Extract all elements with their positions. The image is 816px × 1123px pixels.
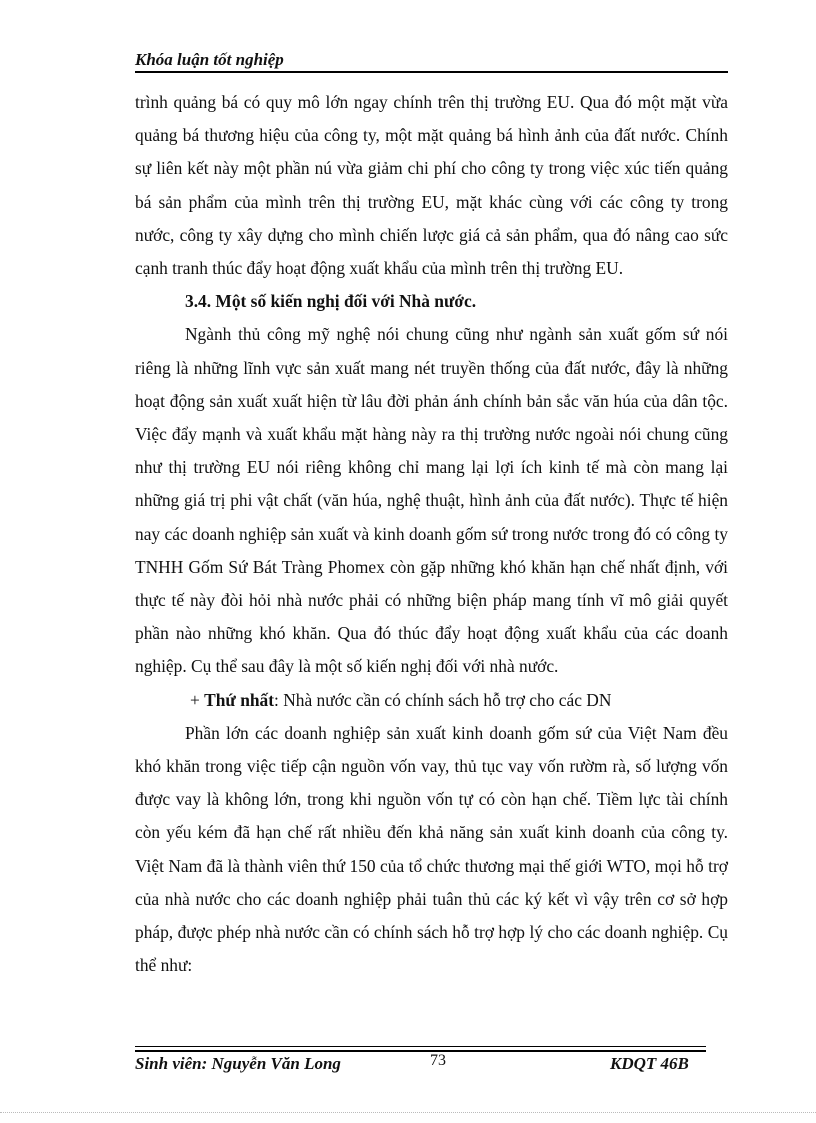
page-bottom-edge [0,1112,816,1113]
list-item-first [135,684,728,717]
list-item-text: : Nhà nước cần có chính sách hỗ trợ cho các DN [274,689,612,710]
header-rule [135,71,728,73]
paragraph-capital: Phần lớn các doanh nghiệp sản xuất kinh doanh gốm sứ của Việt Nam đều khó khăn trong việc tiếp cận nguồn vốn vay, thủ tục vay vốn rườm rà, số lượng vốn được vay là không lớn, trong khi nguồn vốn tự có còn hạn chế. Tiềm lực tài chính còn yếu kém đã hạn chế rất nhiều đến khả năng sản xuất kinh doanh của công ty. Việt Nam đã là thành viên thứ 150 của tổ chức thương mại thế giới WTO, mọi hỗ trợ của nhà nước cho các doanh nghiệp phải tuân thủ các ký kết vì vậy trên cơ sở hợp pháp, được phép nhà nước cần có chính sách hỗ trợ hợp lý cho các doanh nghiệp. Cụ thể như: [135,722,728,976]
document-body [135,86,728,982]
footer-author: Sinh viên: Nguyễn Văn Long [135,1054,341,1073]
footer-rule-thick [135,1050,706,1052]
section-heading: 3.4. Một số kiến nghị đối với Nhà nước. [185,291,477,312]
paragraph-industry: Ngành thủ công mỹ nghệ nói chung cũng như ngành sản xuất gốm sứ nói riêng là những lĩnh vực sản xuất mang nét truyền thống của đất nước, đây là những hoạt động sản xuất xuất hiện từ lâu đời phản ánh chính bản sắc văn húa của dân tộc. Việc đẩy mạnh và xuất khẩu mặt hàng này ra thị trường nước ngoài nói chung cũng như thị trường EU nói riêng không chỉ mang lại lợi ích kinh tế mà còn mang lại những giá trị phi vật chất (văn húa, nghệ thuật, hình ảnh của đất nước). Thực tế hiện nay các doanh nghiệp sản xuất và kinh doanh gốm sứ trong nước trong đó có công ty TNHH Gốm Sứ Bát Tràng Phomex còn gặp những khó khăn hạn chế nhất định, với thực tế này đòi hỏi nhà nước phải có những biện pháp mang tính vĩ mô giải quyết phần nào những khó khăn. Qua đó thúc đẩy hoạt động xuất khẩu của các doanh nghiệp. Cụ thể sau đây là một số kiến nghị đối với nhà nước. [135,324,728,677]
paragraph-continuation: trình quảng bá có quy mô lớn ngay chính trên thị trường EU. Qua đó một mặt vừa quảng bá thương hiệu của công ty, một mặt quảng bá hình ảnh của đất nước. Chính sự liên kết này một phần nú vừa giảm chi phí cho công ty trong việc xúc tiến quảng bá sản phẩm của mình trên thị trường EU, mặt khác cùng với các công ty trong nước, công ty xây dựng cho mình chiến lược giá cả sản phẩm, qua đó nâng cao sức cạnh tranh thúc đẩy hoạt động xuất khẩu của mình trên thị trường EU. [135,92,728,279]
list-item-label: Thứ nhất [204,689,275,710]
list-item-prefix: + [190,689,205,710]
page-header-title: Khóa luận tốt nghiệp [135,50,284,69]
page-number: 73 [430,1052,446,1069]
footer-class-code: KDQT 46B [610,1054,689,1073]
footer-rule-thin [135,1046,706,1047]
